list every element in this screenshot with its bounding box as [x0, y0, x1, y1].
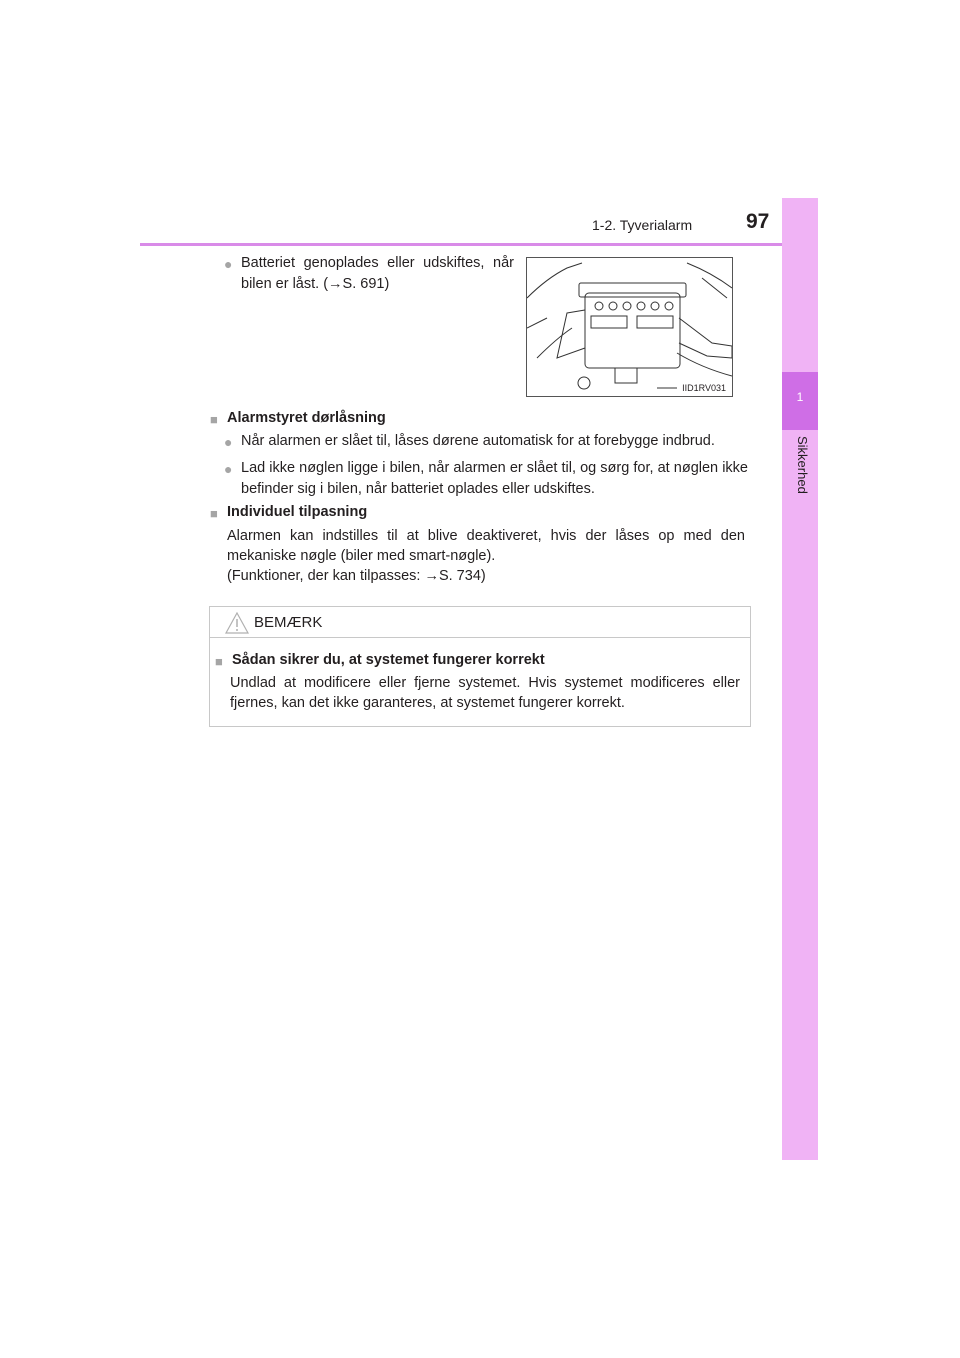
customization-text [227, 526, 745, 586]
notice-box [209, 606, 751, 727]
warning-icon [225, 612, 249, 634]
customization-heading [210, 504, 367, 520]
customization-line2: mekaniske nøgle (biler med smart-nøgle). [227, 548, 496, 564]
square-bullet-icon: ■ [210, 506, 218, 521]
battery-item-line2: bilen er låst. (→S. 691) [241, 276, 390, 292]
battery-illustration [526, 257, 733, 397]
door-lock-heading [210, 410, 386, 426]
bullet-icon: ● [224, 256, 233, 272]
customization-line3: (Funktioner, der kan tilpasses: →S. 734) [227, 568, 486, 584]
door-lock-item-1 [224, 431, 748, 452]
square-bullet-icon: ■ [215, 654, 223, 669]
header-rule [140, 243, 818, 246]
door-lock-item-2 [224, 458, 748, 500]
notice-line1: Undlad at modificere eller fjerne systemet. Hvis systemet modificeres eller [230, 675, 740, 691]
figure-code: IID1RV031 [682, 383, 726, 393]
chapter-number: 1 [796, 390, 804, 404]
bullet-icon: ● [224, 434, 233, 450]
section-title: 1-2. Tyverialarm [592, 217, 693, 233]
battery-item-line1: Batteriet genoplades eller udskiftes, når [241, 255, 514, 271]
customization-heading-text: Individuel tilpasning [227, 504, 368, 520]
notice-header [210, 607, 750, 638]
customization-line1: Alarmen kan indstilles til at blive deaktiveret, hvis der låses op med den [227, 528, 745, 544]
chapter-name: Sikkerhed [795, 436, 810, 494]
notice-body [230, 673, 740, 713]
chapter-sidebar [782, 198, 818, 1160]
page-number: 97 [746, 210, 770, 233]
battery-item [224, 253, 514, 295]
battery-drawing [527, 258, 732, 396]
door-lock-heading-text: Alarmstyret dørlåsning [227, 410, 386, 426]
square-bullet-icon: ■ [210, 412, 218, 427]
notice-heading-text: Sådan sikrer du, at systemet fungerer korrekt [232, 652, 545, 668]
door-lock-item-1-text: Når alarmen er slået til, låses dørene automatisk for at forebygge indbrud. [241, 433, 715, 449]
notice-heading [215, 652, 545, 668]
notice-line2: fjernes, kan det ikke garanteres, at systemet fungerer korrekt. [230, 695, 625, 711]
door-lock-item-2-text: Lad ikke nøglen ligge i bilen, når alarmen er slået til, og sørg for, at nøglen ikke befinder sig i bilen, når batteriet oplades eller udskiftes. [241, 460, 748, 497]
bullet-icon: ● [224, 461, 233, 477]
notice-title: BEMÆRK [254, 614, 323, 631]
